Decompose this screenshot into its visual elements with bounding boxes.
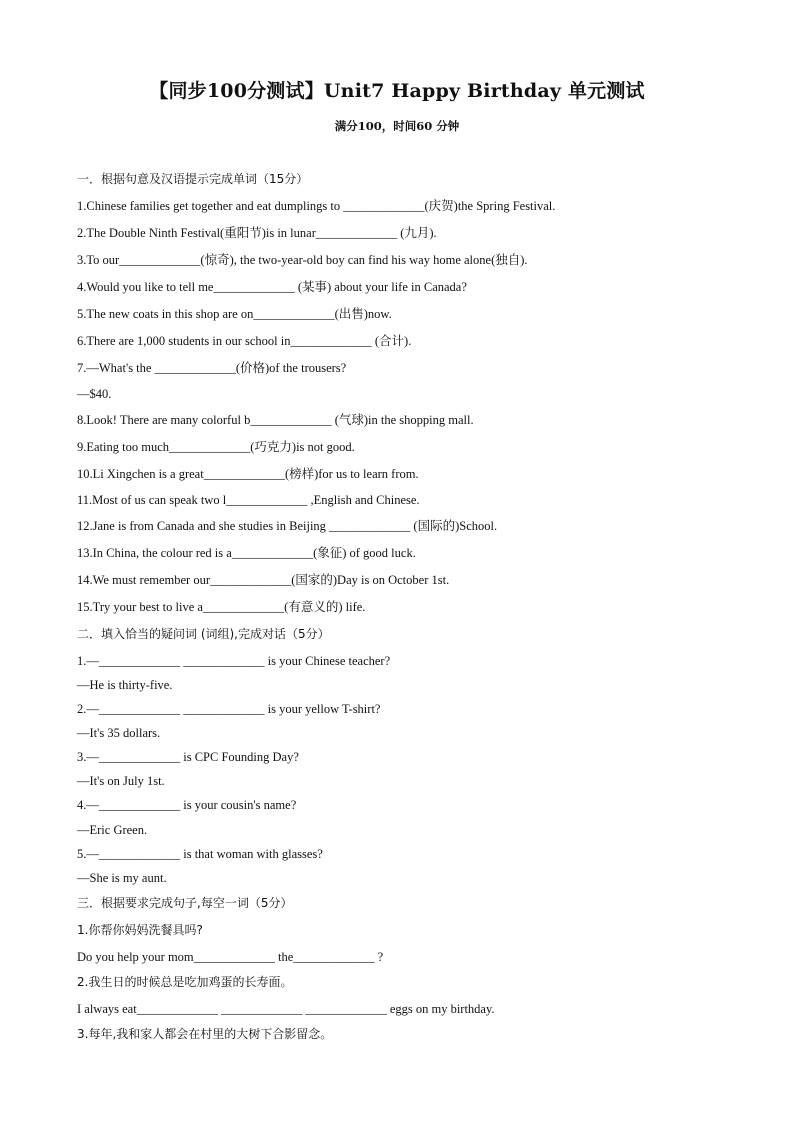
question-line: Do you help your mom_____________ the_____________ ? bbox=[77, 950, 384, 964]
page-title: 【同步100分测试】Unit7 Happy Birthday 单元测试 bbox=[149, 80, 645, 102]
page-subtitle: 满分100，时间60 分钟 bbox=[334, 119, 460, 133]
question-line: 1.—_____________ _____________ is your Chinese teacher? bbox=[77, 654, 391, 668]
answer-line: —She is my aunt. bbox=[77, 871, 167, 885]
question-line: I always eat_____________ _____________ _____________ eggs on my birthday. bbox=[77, 1002, 495, 1016]
question-line: 9.Eating too much_____________(巧克力)is not good. bbox=[77, 440, 355, 454]
answer-line: —He is thirty-five. bbox=[77, 678, 173, 692]
question-line: 3.—_____________ is CPC Founding Day? bbox=[77, 750, 299, 764]
answer-line: —Eric Green. bbox=[77, 823, 148, 837]
chinese-prompt: 3.每年,我和家人都会在村里的大树下合影留念。 bbox=[77, 1027, 333, 1041]
chinese-prompt: 2.我生日的时候总是吃加鸡蛋的长寿面。 bbox=[77, 975, 293, 989]
section-heading: 二．填入恰当的疑问词 (词组),完成对话（5分） bbox=[77, 627, 330, 641]
chinese-prompt: 1.你帮你妈妈洗餐具吗? bbox=[77, 923, 203, 937]
question-line: 1.Chinese families get together and eat dumplings to _____________(庆贺)the Spring Festival. bbox=[77, 199, 556, 213]
question-line: 8.Look! There are many colorful b_____________ (气球)in the shopping mall. bbox=[77, 413, 474, 427]
section-heading: 三．根据要求完成句子,每空一词（5分） bbox=[77, 896, 293, 910]
question-line: 14.We must remember our_____________(国家的)Day is on October 1st. bbox=[77, 573, 450, 587]
question-line: 15.Try your best to live a_____________(有意义的) life. bbox=[77, 600, 366, 614]
answer-line: —$40. bbox=[77, 387, 112, 401]
answer-line: —It's 35 dollars. bbox=[77, 726, 161, 740]
answer-line: —It's on July 1st. bbox=[77, 774, 165, 788]
question-line: 4.—_____________ is your cousin's name? bbox=[77, 798, 297, 812]
question-line: 12.Jane is from Canada and she studies in Beijing _____________ (国际的)School. bbox=[77, 519, 498, 533]
question-line: 3.To our_____________(惊奇), the two-year-old boy can find his way home alone(独自). bbox=[77, 253, 528, 267]
question-line: 7.—What's the _____________(价格)of the trousers? bbox=[77, 361, 347, 375]
question-line: 5.—_____________ is that woman with glasses? bbox=[77, 847, 323, 861]
question-line: 2.The Double Ninth Festival(重阳节)is in lunar_____________ (九月). bbox=[77, 226, 437, 240]
question-line: 13.In China, the colour red is a_____________(象征) of good luck. bbox=[77, 546, 416, 560]
question-line: 4.Would you like to tell me_____________ (某事) about your life in Canada? bbox=[77, 280, 467, 294]
question-line: 11.Most of us can speak two l_____________ ,English and Chinese. bbox=[77, 493, 420, 507]
section-heading: 一．根据句意及汉语提示完成单词（15分） bbox=[77, 172, 309, 186]
question-line: 5.The new coats in this shop are on_____________(出售)now. bbox=[77, 307, 392, 321]
question-line: 6.There are 1,000 students in our school in_____________ (合计). bbox=[77, 334, 412, 348]
question-line: 10.Li Xingchen is a great_____________(榜样)for us to learn from. bbox=[77, 467, 419, 481]
question-line: 2.—_____________ _____________ is your yellow T-shirt? bbox=[77, 702, 381, 716]
